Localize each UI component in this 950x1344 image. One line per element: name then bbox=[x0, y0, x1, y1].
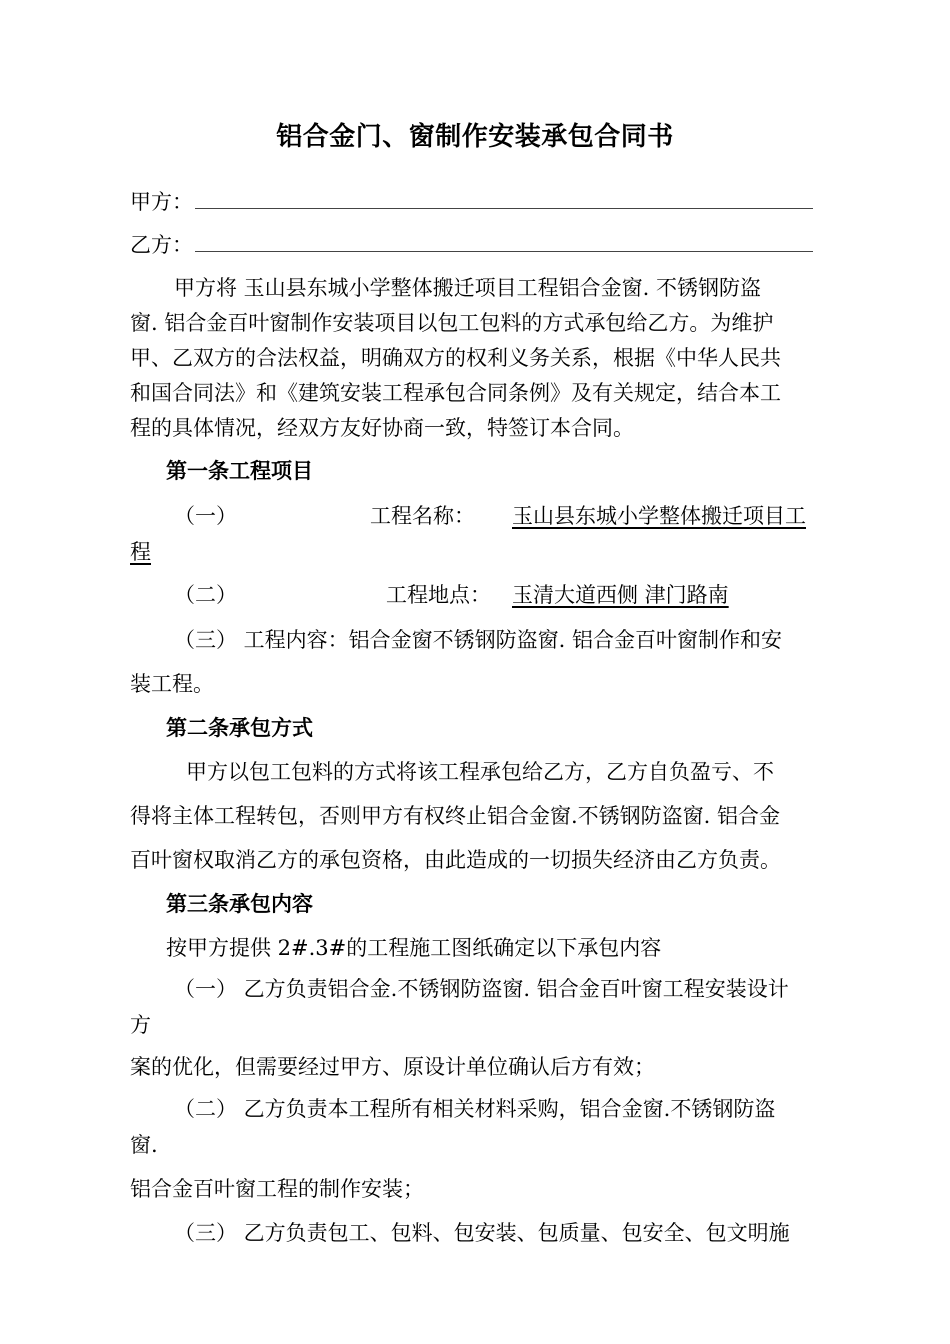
document-title: 铝合金门、窗制作安装承包合同书 bbox=[276, 122, 674, 152]
project-name-label: 工程名称： bbox=[370, 504, 475, 528]
project-name-value-cont: 程 bbox=[130, 540, 151, 564]
article1-heading: 第一条工程项目 bbox=[166, 458, 313, 483]
project-location-value: 玉清大道西侧 津门路南 bbox=[512, 583, 729, 607]
article3-line: （三） 乙方负责包工、包料、包安装、包质量、包安全、包文明施 bbox=[174, 1221, 790, 1245]
item3-text: （三） 工程内容：铝合金窗不锈钢防盗窗. 铝合金百叶窗制作和安 bbox=[174, 628, 783, 652]
item3-text-cont: 装工程。 bbox=[130, 672, 214, 696]
article3-line: 方 bbox=[130, 1013, 151, 1037]
intro-line: 甲、乙双方的合法权益，明确双方的权利义务关系，根据《中华人民共 bbox=[130, 346, 781, 370]
project-name-value: 玉山县东城小学整体搬迁项目工 bbox=[512, 504, 806, 528]
article3-line: 案的优化，但需要经过甲方、原设计单位确认后方有效； bbox=[130, 1055, 655, 1079]
article3-line: （二） 乙方负责本工程所有相关材料采购，铝合金窗.不锈钢防盗 bbox=[174, 1097, 776, 1121]
article2-line: 甲方以包工包料的方式将该工程承包给乙方，乙方自负盈亏、不 bbox=[186, 760, 774, 784]
project-location-label: 工程地点： bbox=[386, 583, 491, 607]
article2-heading: 第二条承包方式 bbox=[166, 715, 313, 740]
intro-line: 程的具体情况，经双方友好协商一致，特签订本合同。 bbox=[130, 416, 634, 440]
intro-line: 窗. 铝合金百叶窗制作安装项目以包工包料的方式承包给乙方。为维护 bbox=[130, 311, 774, 335]
party-b-label: 乙方： bbox=[130, 233, 193, 257]
item2-number: （二） bbox=[174, 583, 237, 607]
party-b-blank bbox=[195, 233, 813, 252]
article2-line: 得将主体工程转包，否则甲方有权终止铝合金窗.不锈钢防盗窗. 铝合金 bbox=[130, 804, 781, 828]
article2-line: 百叶窗权取消乙方的承包资格，由此造成的一切损失经济由乙方负责。 bbox=[130, 848, 781, 872]
article3-line: 窗. bbox=[130, 1133, 158, 1157]
party-a-line bbox=[130, 186, 813, 216]
party-a-label: 甲方： bbox=[130, 190, 193, 214]
article3-heading: 第三条承包内容 bbox=[166, 891, 313, 916]
party-a-blank bbox=[195, 190, 813, 209]
item1-number: （一） bbox=[174, 504, 237, 528]
article3-line: （一） 乙方负责铝合金.不锈钢防盗窗. 铝合金百叶窗工程安装设计 bbox=[174, 977, 789, 1001]
intro-line: 甲方将 玉山县东城小学整体搬迁项目工程铝合金窗. 不锈钢防盗 bbox=[174, 276, 762, 300]
article3-line: 铝合金百叶窗工程的制作安装； bbox=[130, 1177, 424, 1201]
intro-line: 和国合同法》和《建筑安装工程承包合同条例》及有关规定，结合本工 bbox=[130, 381, 781, 405]
article3-lead: 按甲方提供 2#.3#的工程施工图纸确定以下承包内容 bbox=[166, 936, 662, 960]
party-b-line bbox=[130, 229, 813, 259]
